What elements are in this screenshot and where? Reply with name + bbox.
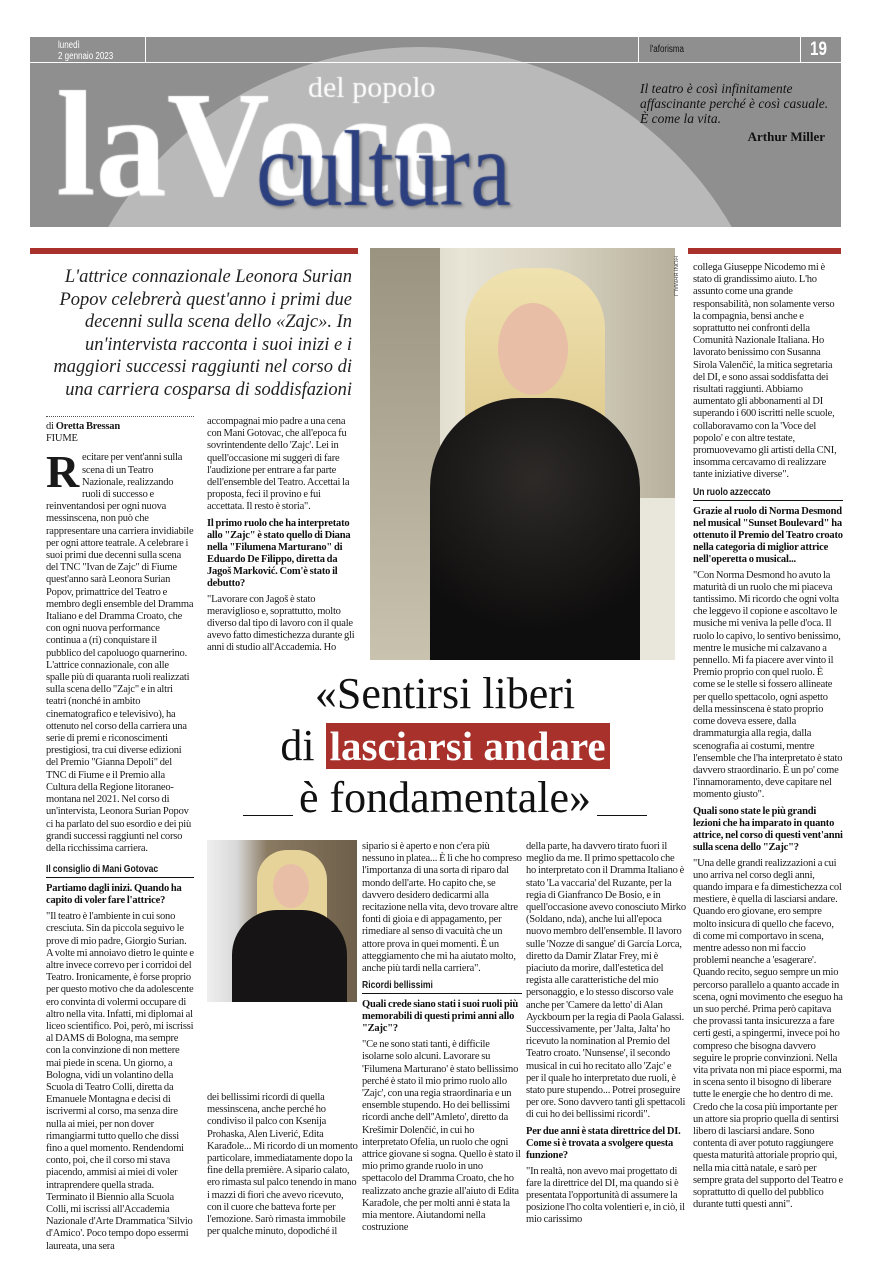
column-5 — [693, 262, 843, 1215]
headline-rule — [243, 815, 293, 816]
byline-divider — [46, 416, 194, 417]
headline-highlight: lasciarsi andare — [326, 723, 610, 769]
aphorism: Il teatro è così infinitamente affascinante perché è così casuale. È come la vita. — [640, 81, 829, 126]
interview-question: Partiamo dagli inizi. Quando ha capito di voler fare l'attrice? — [46, 883, 182, 907]
interview-answer: "Il teatro è l'ambiente in cui sono cresciuta. Sin da piccola seguivo le prove di mio padre, Giorgio Surian. A volte mi annoiavo dietro le quinte e altre invece correvo per i corridoi del Teatro. Ironicamente, è forse proprio per questo motivo che da adolescente ero convinta di volermi occupare di altro nella vita. Infatti, mi diplomai al liceo scientifico. Poi, però, mi iscrissi al DAMS di Bologna, ma sempre con la convinzione di non mettere mai piede in scena. Un giorno, a Bologna, vidi un volantino della Scuola di Teatro Colli, diretta da Emanuele Montagna e decisi di iscrivermi al corso, ma senza dire nulla ai miei, per non dover rimangiarmi tutto quello che dissi fino a quel momento. Rendendomi conto, poi, che il corso mi stava piacendo, ammisi ai miei di voler intraprendere quella strada. Terminato il Biennio alla Scuola Colli, mi iscrissi all'Accademia Nazionale d'Arte Drammatica 'Silvio d'Amico'. Poco tempo dopo essermi laureata, una sera — [46, 911, 194, 1252]
column-2-bottom — [207, 1092, 359, 1242]
interview-answer: "Con Norma Desmond ho avuto la maturità di un ruolo che mi piaceva tantissimo. Mi ricordo che ogni volta che leggevo il copione e ascoltavo le musiche mi veniva la pelle d'oca. Il ruolo lo capivo, lo sentivo benissimo, mentre le musiche mi calzavano a pennello. Mi fa piacere aver vinto il Premio proprio con quel ruolo. È come se le stelle si fossero allineate per quello spettacolo, ogni aspetto della messinscena è stato proprio come doveva essere, dalla drammaturgia alla regia, dalla scenografia ai costumi, mentre l'ensemble che l'ha interpretato è stato davvero straordinario. È un po' come l'innamoramento, deve capitare nel momento giusto". — [693, 569, 843, 801]
photo-face — [273, 864, 309, 908]
photo-face — [498, 303, 568, 395]
headline-line3: è fondamentale» — [299, 773, 591, 822]
headline-rule — [597, 815, 647, 816]
page-number: 19 — [810, 39, 827, 60]
photo-credit: RONI BRMALJ — [672, 256, 678, 297]
section-label: l'aforisma — [650, 44, 684, 55]
interview-question: Quali sono state le più grandi lezioni che ha imparato in quanto attrice, nel corso di questi vent'anni sulla scena dello "Zajc"? — [693, 805, 843, 853]
interview-answer: accompagnai mio padre a una cena con Mani Gotovac, che all'epoca fu sovrintendente dello 'Zajc'. Lei in quell'occasione mi suggerì di fare l'audizione per entrare a far parte dell'ensemble del Teatro. Accettai la proposta, feci il provino e fui accettata. Il resto è storia". — [207, 416, 350, 513]
secondary-photo — [207, 840, 357, 1002]
headline-line1: «Sentirsi liberi — [314, 669, 576, 718]
interview-question: Quali crede siano stati i suoi ruoli più memorabili di questi primi anni allo "Zajc"? — [362, 999, 519, 1035]
issue-date: lunedì 2 gennaio 2023 — [58, 40, 114, 62]
interview-answer: collega Giuseppe Nicodemo mi è stato di grandissimo aiuto. L'ho assunto come una grande responsabilità, non solamente verso la compagnia, bensì anche e soprattutto nei confronti della Comunità Nazionale Italiana. Ho lavorato benissimo con Susanna Sirola Valenčić, la mitica segretaria del DI, e sono assai soddisfatta dei risultati raggiunti. Abbiamo aumentato gli abbonamenti al DI superando i 600 iscritti nelle scuole, collaboravamo con la 'Voce del popolo' e con altre testate, promuovevamo gli artisti della CNI, insomma cercavamo di realizzare tante iniziative diverse". — [693, 262, 837, 481]
column-1 — [46, 416, 194, 1257]
byline: di Oretta Bressan — [46, 421, 120, 432]
interview-answer: "Una delle grandi realizzazioni a cui uno arriva nel corso degli anni, quando impara e fa dimestichezza col mestiere, è quella di lasciarsi andare. Quando ero giovane, ero sempre molto insicura di quello che facevo, di come mi comportavo in scena, mentre adesso non mi faccio problemi neanche a 'esagerare'. Quando recito, seguo sempre un mio percorso parallelo a quanto accade in scena, ogni movimento che eseguo ha un suo perché. Prima però capitava che provassi tanta insicurezza a fare certi gesti, a spingermi, invece poi ho compreso che bisogna davvero seguire le proprie convinzioni. Nella vita privata non mi piace espormi, ma in scena sento il bisogno di liberare tutte le energie che ho dentro di me. Credo che la cosa più importante per un attore sia proprio quella di sentirsi libero di lasciarsi andare. Sono contenta di aver potuto raggiungere questa maturità attoriale proprio qui, nella mia città natale, e sarò per sempre grata del supporto del Teatro e soprattutto di quello del pubblico durante tutti questi anni". — [693, 857, 843, 1211]
logo — [30, 37, 841, 227]
photo-fur-coat — [232, 910, 347, 1002]
intro-paragraph: Recitare per vent'anni sulla scena di un Teatro Nazionale, realizzando ruoli di successo e reinventandosi per ogni nuova messinscena, non può che rappresentare una carriera invidiabile per ogni attore teatrale. A celebrare i suoi primi due decenni sulla scena del TNC "Ivan de Zajc" di Fiume quest'anno sarà Leonora Surian Popov, primattrice del Teatro e membro degli ensemble del Dramma Italiano e del Dramma Croato, che con ogni nuova performance continua a (ri) conquistare il pubblico del capoluogo quarnerino. L'attrice connazionale, con alle spalle più di quaranta ruoli realizzati sulla scena dello "Zajc" e in altri teatri (nonché in ambito cinematografico e televisivo), ha ottenuto nel corso della carriera una serie di premi e riconoscimenti prestigiosi, tra cui diverse edizioni del Premio "Gianna Depoli" del TNC di Fiume e il Premio alla Cultura della Regione litoraneo-montana nel 2021. Nel corso di un'intervista, Leonora Surian Popov ci ha parlato del suo esordio e dei più grandi successi raggiunti nel corso della ricchissima carriera. — [46, 446, 194, 854]
interview-answer: "Lavorare con Jagoš è stato meraviglioso e, soprattutto, molto diverso dal tipo di lavoro con il quale avevo fatto dimestichezza durante gli anni di studio all'Accademia. Ho — [207, 593, 355, 654]
strip-divider — [145, 37, 146, 62]
drop-cap: R — [46, 446, 80, 498]
section-heading: Ricordi bellissimi — [362, 979, 433, 992]
headline — [205, 668, 685, 824]
interview-answer: della parte, ha davvero tirato fuori il meglio da me. Il primo spettacolo che ho interpretato con il Dramma Italiano è stato 'La vaccaria' del Ruzante, per la regia di Gianfranco De Bosio, e in quell'occasione avevo conosciuto Mirko (Soldano, nda), anche lui all'epoca nuovo membro dell'ensemble. Il lavoro sulle 'Nozze di sangue' di García Lorca, diretto da Damir Zlatar Frey, mi è piaciuto da morire, dall'estetica del regista alle caratteristiche del mio personaggio, e lo stesso discorso vale anche per 'Camere da letto' di Alan Ayckbourn per la regia di Paola Galassi. Successivamente, per 'Jalta, Jalta' ho ricevuto la nomination al Premio del Teatro croato. 'Nunsense', il secondo musical in cui ho recitato allo 'Zajc' e per il quale ho interpretato due ruoli, è stato pure stupendo... Potrei proseguire per ore. Sono davvero tanti gli spettacoli di cui ho dei bellissimi ricordi". — [526, 841, 686, 1121]
byline-location: FIUME — [46, 433, 78, 445]
interview-question: Per due anni è stata direttrice del DI. Come si è trovata a svolgere questa funzione? — [526, 1125, 681, 1161]
main-photo — [370, 248, 675, 660]
interview-answer: sipario si è aperto e non c'era più nessuno in platea... È lì che ho compreso l'importanza di una sorta di riparo dal mondo dell'arte. Ho capito che, se davvero desidero dedicarmi alla recitazione nella vita, devo trovare altre fonti di gioia e di appagamento, per rimediare al senso di vacuità che un attore prova in quei momenti. È un atteggiamento che mi ha aiutato molto, anche più tardi nella carriera". — [362, 841, 522, 975]
strip-divider — [638, 37, 639, 62]
section-heading: Un ruolo azzeccato — [693, 485, 771, 498]
photo-fur-coat — [430, 398, 640, 660]
interview-answer: "Ce ne sono stati tanti, è difficile isolarne solo alcuni. Lavorare su 'Filumena Marturano' è stato bellissimo perché è stato il mio primo ruolo allo 'Zajc', con una regia straordinaria e un ensemble stupendo. Ho dei bellissimi ricordi anche dell''Amleto', diretto da Krešimir Dolenčić, in cui ho interpretato Ofelia, un ruolo che ogni attrice giovane si sogna. Quello è stato il mio primo grande ruolo in uno spettacolo del Dramma Croato, che ho realizzato anche grazie all'aiuto di Edita Karađole, che per molti anni è stata la mia mentore. Aiutandomi nella costruzione — [362, 1039, 521, 1234]
interview-answer: "In realtà, non avevo mai progettato di fare la direttrice del DI, ma quando si è presentata l'opportunità di assumere la posizione l'ho colta volentieri e, in ciò, il mio carissimo — [526, 1165, 685, 1226]
article-deck: L'attrice connazionale Leonora Surian Popov celebrerà quest'anno i primi due decenni sulla scena dello «Zajc». In un'intervista racconta i suoi inizi e i maggiori successi raggiunti nel corso di una carriera cosparsa di soddisfazioni — [53, 267, 352, 400]
interview-answer: dei bellissimi ricordi di quella messinscena, anche perché ho condiviso il palco con Ksenija Prohaska, Alen Liverić, Edita Karađole... Mi ricordo di un momento particolare, immediatamente dopo la fine della première. A sipario calato, ero rimasta sul palco tenendo in mano i mazzi di fiori che avevo ricevuto, con il cuore che batteva forte per l'emozione. Sarò rimasta immobile per qualche minuto, dopodiché il — [207, 1092, 358, 1238]
masthead — [30, 37, 841, 227]
interview-question: Grazie al ruolo di Norma Desmond nel musical "Sunset Boulevard" ha ottenuto il Premio del Teatro croato nella categoria di miglior attrice nell'operetta o musical... — [693, 505, 843, 565]
column-3 — [362, 841, 522, 1238]
red-rule — [688, 248, 841, 254]
aphorism-author: Arthur Miller — [747, 129, 825, 144]
column-2 — [207, 416, 357, 659]
headline-line2-pre: di — [280, 721, 315, 770]
column-4 — [526, 841, 686, 1231]
interview-question: Il primo ruolo che ha interpretato allo "Zajc" è stato quello di Diana nella "Filumena Marturano" di Eduardo De Filippo, diretta da Jagoš Marković. Com'è stato il debutto? — [207, 517, 351, 589]
section-heading: Il consiglio di Mani Gotovac — [46, 863, 159, 876]
strip-divider — [30, 62, 841, 63]
strip-divider — [800, 37, 801, 62]
red-rule — [30, 248, 358, 254]
